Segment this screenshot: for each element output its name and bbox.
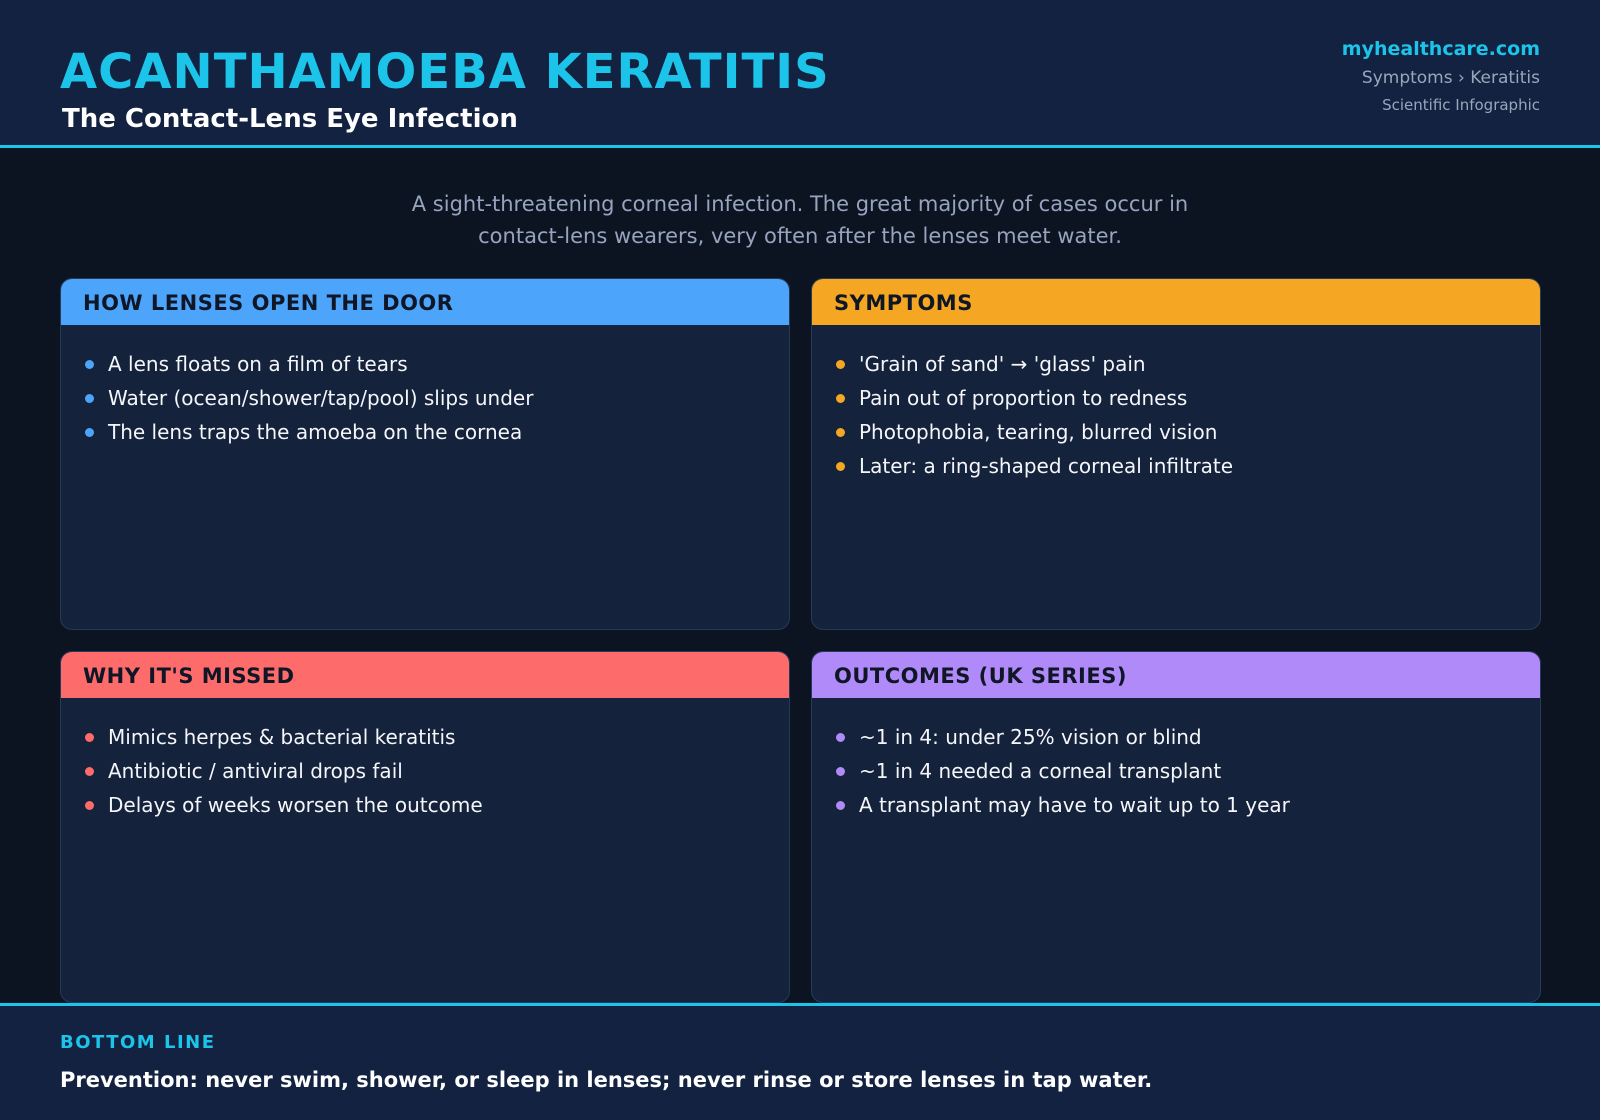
list-item: [836, 381, 1540, 415]
bullet-dot-icon: [85, 360, 94, 369]
card-symptoms: [811, 278, 1541, 630]
intro-line-2: contact-lens wearers, very often after the lenses meet water.: [478, 224, 1122, 248]
bullet-dot-icon: [85, 733, 94, 742]
list-item: [836, 788, 1540, 822]
list-item: [836, 720, 1540, 754]
list-item-text: The lens traps the amoeba on the cornea: [108, 420, 523, 444]
list-item: [85, 381, 789, 415]
card-list: [812, 325, 1540, 483]
card-why-missed: [60, 651, 790, 1003]
header: [0, 0, 1600, 148]
bullet-dot-icon: [836, 462, 845, 471]
card-title: OUTCOMES (UK SERIES): [812, 652, 1540, 698]
card-list: [61, 698, 789, 822]
bullet-dot-icon: [836, 801, 845, 810]
bullet-dot-icon: [836, 394, 845, 403]
tagline: Scientific Infographic: [1382, 96, 1540, 114]
list-item: [85, 788, 789, 822]
footer-label: BOTTOM LINE: [60, 1032, 216, 1053]
intro-line-1: A sight-threatening corneal infection. The great majority of cases occur in: [411, 192, 1189, 216]
bullet-dot-icon: [85, 428, 94, 437]
list-item-text: Water (ocean/shower/tap/pool) slips under: [108, 386, 534, 410]
breadcrumb[interactable]: Symptoms › Keratitis: [1361, 68, 1540, 88]
list-item-text: A lens floats on a film of tears: [108, 352, 408, 376]
list-item-text: Delays of weeks worsen the outcome: [108, 793, 483, 817]
card-how-lenses: [60, 278, 790, 630]
footer-text: Prevention: never swim, shower, or sleep in lenses; never rinse or store lenses in tap water.: [60, 1068, 1153, 1092]
card-title: SYMPTOMS: [812, 279, 1540, 325]
list-item-text: 'Grain of sand' → 'glass' pain: [859, 352, 1146, 376]
list-item-text: A transplant may have to wait up to 1 year: [859, 793, 1290, 817]
list-item-text: Pain out of proportion to redness: [859, 386, 1188, 410]
list-item: [85, 415, 789, 449]
list-item: [85, 754, 789, 788]
list-item-text: ~1 in 4: under 25% vision or blind: [859, 725, 1202, 749]
list-item-text: ~1 in 4 needed a corneal transplant: [859, 759, 1222, 783]
bullet-dot-icon: [85, 394, 94, 403]
bullet-dot-icon: [836, 733, 845, 742]
bullet-dot-icon: [85, 801, 94, 810]
page-title: ACANTHAMOEBA KERATITIS: [60, 44, 830, 100]
page-subtitle: The Contact-Lens Eye Infection: [62, 104, 518, 134]
bullet-dot-icon: [836, 360, 845, 369]
list-item-text: Antibiotic / antiviral drops fail: [108, 759, 403, 783]
list-item: [836, 347, 1540, 381]
brand-block: [1342, 38, 1540, 114]
card-list: [61, 325, 789, 449]
list-item-text: Mimics herpes & bacterial keratitis: [108, 725, 456, 749]
bullet-dot-icon: [836, 767, 845, 776]
footer: [0, 1003, 1600, 1120]
list-item-text: Photophobia, tearing, blurred vision: [859, 420, 1218, 444]
card-title: WHY IT'S MISSED: [61, 652, 789, 698]
bullet-dot-icon: [85, 767, 94, 776]
intro-text: [0, 188, 1600, 252]
card-list: [812, 698, 1540, 822]
bullet-dot-icon: [836, 428, 845, 437]
list-item: [836, 449, 1540, 483]
list-item-text: Later: a ring-shaped corneal infiltrate: [859, 454, 1234, 478]
card-outcomes: [811, 651, 1541, 1003]
site-link[interactable]: myhealthcare.com: [1341, 38, 1540, 60]
list-item: [85, 347, 789, 381]
card-title: HOW LENSES OPEN THE DOOR: [61, 279, 789, 325]
list-item: [836, 754, 1540, 788]
list-item: [85, 720, 789, 754]
list-item: [836, 415, 1540, 449]
